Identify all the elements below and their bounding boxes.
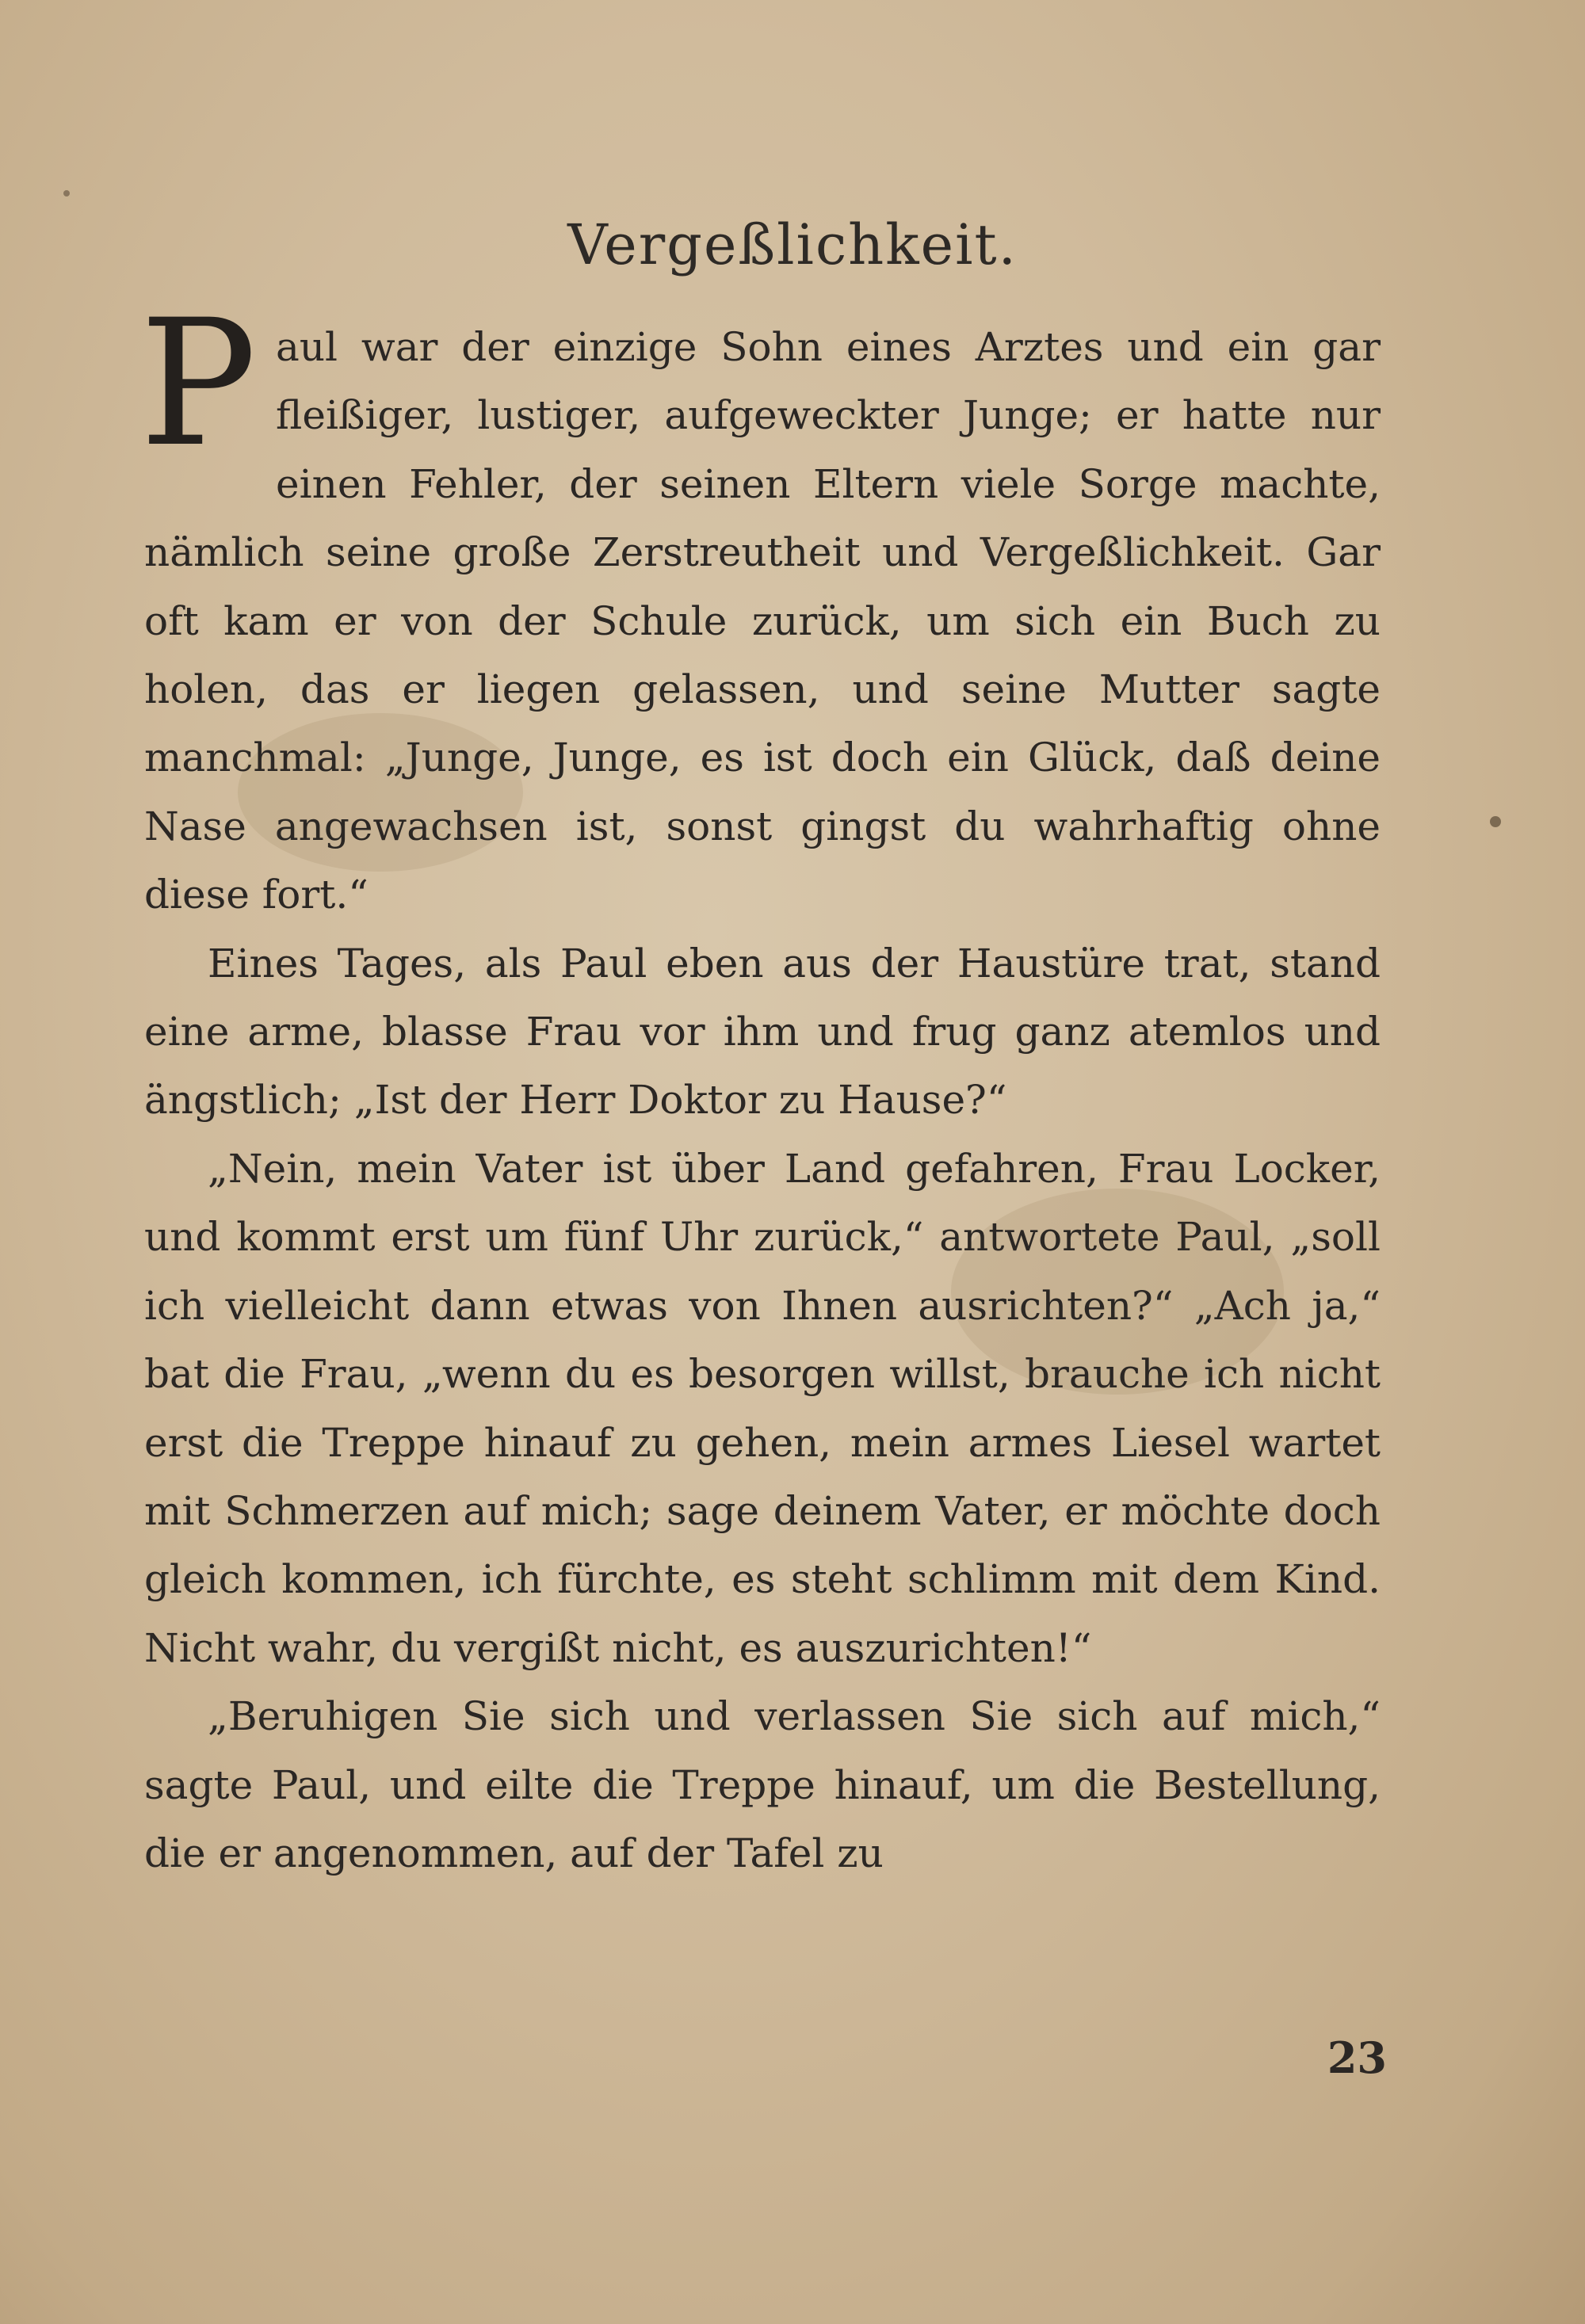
page-number: 23 xyxy=(1327,2032,1387,2083)
paragraph-4: „Beruhigen Sie sich und verlassen Sie sich auf mich,“ sagte Paul, und eilte die Treppe hinauf, um die Bestellung, die er angenommen, auf der Tafel zu xyxy=(144,1693,1381,1876)
drop-cap: P xyxy=(139,282,258,485)
paragraph-1 xyxy=(139,282,1381,929)
body-text xyxy=(139,282,1381,1887)
paper-stain xyxy=(1490,816,1501,827)
paper-stain xyxy=(63,190,70,197)
paragraph-text: aul war der einzige Sohn eines Arztes und ein gar fleißiger, lustiger, aufgeweckter Junge; er hatte nur einen Fehler, der seinen Eltern viele Sorge machte, nämlich seine große Zerstreutheit und Vergeßlichkeit. Gar oft kam er von der Schule zurück, um sich ein Buch zu holen, das er liegen gelassen, und seine Mutter sagte manchmal: „Junge, Junge, es ist doch ein Glück, daß deine Nase angewachsen ist, sonst gingst du wahrhaftig ohne diese fort.“ xyxy=(144,324,1381,918)
paragraph-2: Eines Tages, als Paul eben aus der Haustüre trat, stand eine arme, blasse Frau vor ihm und frug ganz atemlos und ängstlich; „Ist der Herr Doktor zu Hause?“ xyxy=(144,940,1381,1124)
paragraph-3: „Nein, mein Vater ist über Land gefahren, Frau Locker, und kommt erst um fünf Uhr zurück,“ antwortete Paul, „soll ich vielleicht dann etwas von Ihnen ausrichten?“ „Ach ja,“ bat die Frau, „wenn du es besorgen willst, brauche ich nicht erst die Treppe hinauf zu gehen, mein armes Liesel wartet mit Schmerzen auf mich; sage deinem Vater, er möchte doch gleich kommen, ich fürchte, es steht schlimm mit dem Kind. Nicht wahr, du vergißt nicht, es auszurichten!“ xyxy=(144,1145,1381,1671)
page-title: Vergeßlichkeit. xyxy=(567,212,1018,277)
